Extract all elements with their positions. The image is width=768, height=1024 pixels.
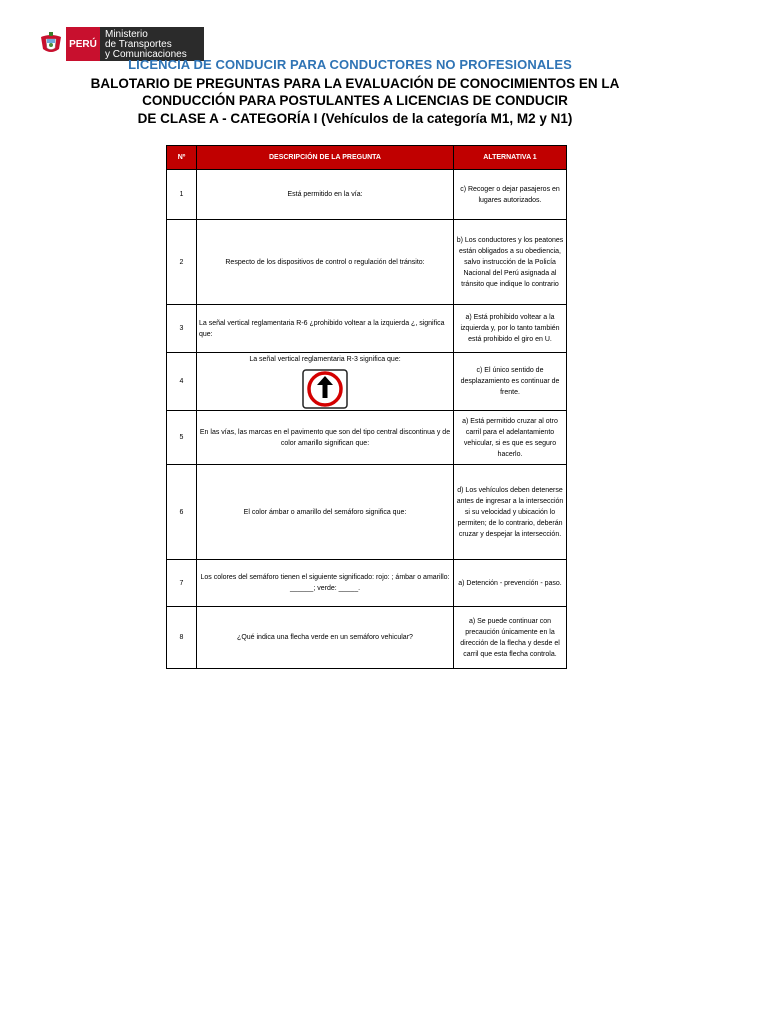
ministry-logo [36,27,204,61]
table-row [167,353,567,411]
table-row [167,411,567,465]
coat-of-arms-icon [36,27,66,61]
table-row [167,607,567,669]
row-number: 1 [167,170,197,220]
document-title-line-1: BALOTARIO DE PREGUNTAS PARA LA EVALUACIÓN DE CONOCIMIENTOS EN LA [90,76,620,91]
table-row [167,220,567,305]
row-number: 5 [167,411,197,465]
column-header-alternative: ALTERNATIVA 1 [454,146,567,170]
table-row [167,560,567,607]
row-question: Respecto de los dispositivos de control o regulación del tránsito: [197,220,454,305]
row-question: La señal vertical reglamentaria R-6 ¿prohibido voltear a la izquierda ¿, significa que: [197,305,454,353]
logo-ministry-name: Ministerio de Transportes y Comunicaciones [100,27,204,61]
row-answer: a) Se puede continuar con precaución únicamente en la dirección de la flecha y desde el carril que esta flecha controla. [454,607,567,669]
table-header-row [167,146,567,170]
row-question: Los colores del semáforo tienen el siguiente significado: rojo: ; ámbar o amarillo: ______; verde: _____. [197,560,454,607]
row-question: En las vías, las marcas en el pavimento que son del tipo central discontinua y de color amarillo significan que: [197,411,454,465]
table-row [167,305,567,353]
table-row [167,465,567,560]
row-question: ¿Qué indica una flecha verde en un semáforo vehicular? [197,607,454,669]
column-header-number: Nº [167,146,197,170]
row-number: 2 [167,220,197,305]
row-answer: a) Está prohibido voltear a la izquierda y, por lo tanto también está prohibido el giro en U. [454,305,567,353]
row-number: 3 [167,305,197,353]
row-answer: a) Está permitido cruzar al otro carril para el adelantamiento vehicular, si es que es seguro hacerlo. [454,411,567,465]
row-number: 8 [167,607,197,669]
row-question: Está permitido en la vía: [197,170,454,220]
logo-country: PERÚ [66,27,100,61]
straight-ahead-sign-icon [302,369,348,409]
row-question: La señal vertical reglamentaria R-3 significa que: [249,356,401,363]
questions-table [166,145,567,669]
row-answer: a) Detención - prevención - paso. [454,560,567,607]
document-title-line-2: CONDUCCIÓN PARA POSTULANTES A LICENCIAS DE CONDUCIR [142,93,568,108]
row-answer: d) Los vehículos deben detenerse antes de ingresar a la intersección si su velocidad y ubicación lo permiten; de lo contrario, deberán cruzar y despejar la intersección. [454,465,567,560]
document-subtitle: LICENCIA DE CONDUCIR PARA CONDUCTORES NO PROFESIONALES [128,57,572,72]
row-number: 4 [167,353,197,411]
column-header-description: DESCRIPCIÓN DE LA PREGUNTA [197,146,454,170]
table-row [167,170,567,220]
row-number: 7 [167,560,197,607]
row-number: 6 [167,465,197,560]
row-answer: c) Recoger o dejar pasajeros en lugares autorizados. [454,170,567,220]
row-question: El color ámbar o amarillo del semáforo significa que: [197,465,454,560]
row-question-with-sign [197,353,454,411]
row-answer: c) El único sentido de desplazamiento es continuar de frente. [454,353,567,411]
row-answer: b) Los conductores y los peatones están obligados a su obediencia, salvo instrucción de la Policía Nacional del Perú asignada al tránsito que indique lo contrario [454,220,567,305]
document-title-line-3: DE CLASE A - CATEGORÍA I (Vehículos de la categoría M1, M2 y N1) [137,111,573,126]
